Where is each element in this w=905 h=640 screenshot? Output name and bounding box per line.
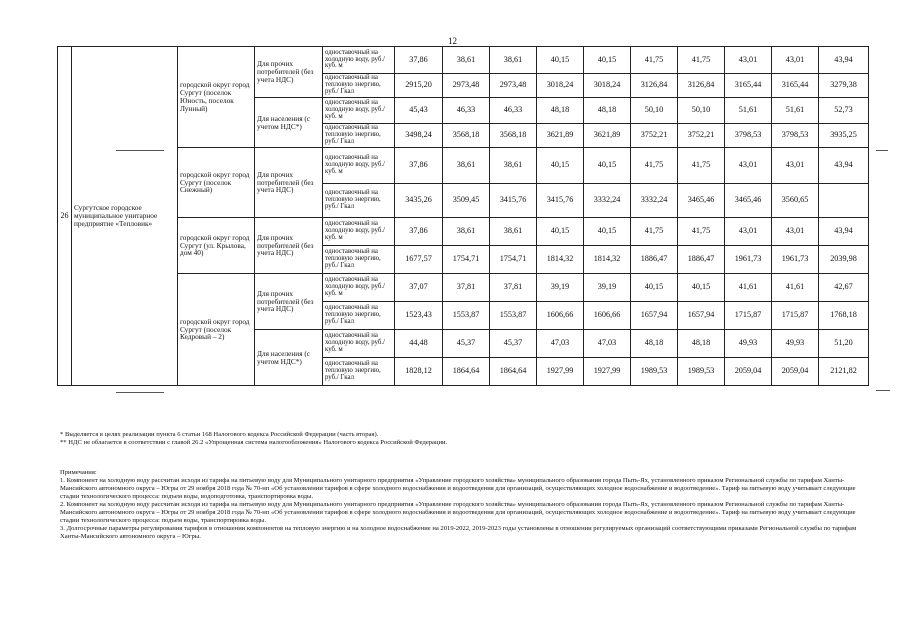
tariff-value-cell: 38,61 (490, 148, 537, 184)
tariff-value-cell: 38,61 (490, 47, 537, 74)
tariff-value-cell: 1768,18 (819, 302, 869, 330)
tariff-value-cell: 41,75 (631, 47, 678, 74)
tariff-value-cell: 43,01 (772, 148, 819, 184)
footnote-vat-exempt: ** НДС не облагается в соответствии с главой 26.2 «Упрощенная система налогообложения» Налогового кодекса Российской Федерации. (60, 439, 448, 447)
tariff-value-cell: 3752,21 (631, 124, 678, 148)
tariff-value-cell: 3126,84 (678, 74, 725, 98)
tariff-value-cell: 3568,18 (490, 124, 537, 148)
tariff-value-cell: 1657,94 (678, 302, 725, 330)
tariff-value-cell: 38,61 (443, 218, 490, 246)
tariff-value-cell: 48,18 (631, 330, 678, 358)
tariff-component-cell: одноставочный на тепловую энергию, руб./ Гкал (323, 358, 395, 386)
tariff-value-cell: 38,61 (443, 47, 490, 74)
tariff-row (58, 148, 869, 184)
tariff-value-cell: 40,15 (537, 47, 584, 74)
tariff-value-cell: 3018,24 (537, 74, 584, 98)
tariff-value-cell: 3332,24 (584, 184, 631, 218)
location-cell: городской округ город Сургут (ул. Крылова, дом 40) (178, 218, 255, 274)
tariff-value-cell: 50,10 (631, 98, 678, 124)
notes-title: Примечания: (60, 469, 97, 476)
consumer-group-cell: Для прочих потребителей (без учета НДС) (255, 218, 323, 274)
organization-name: Сургутское городское муниципальное унитарное предприятие «Тепловик» (72, 47, 178, 386)
consumer-group-cell: Для прочих потребителей (без учета НДС) (255, 47, 323, 98)
tariff-value-cell: 1886,47 (678, 246, 725, 274)
tariff-value-cell: 3621,89 (584, 124, 631, 148)
tariff-value-cell: 38,61 (490, 218, 537, 246)
tariff-component-cell: одноставочный на холодную воду, руб./куб. м (323, 330, 395, 358)
tariff-value-cell: 45,37 (443, 330, 490, 358)
tariff-value-cell: 1927,99 (537, 358, 584, 386)
tariff-value-cell: 47,03 (584, 330, 631, 358)
row-index: 26 (58, 47, 72, 386)
tariff-value-cell: 43,01 (725, 218, 772, 246)
tariff-value-cell: 3498,24 (395, 124, 443, 148)
tariff-value-cell: 3935,25 (819, 124, 869, 148)
tariff-value-cell: 43,01 (772, 47, 819, 74)
tariff-value-cell: 40,15 (537, 148, 584, 184)
location-cell: городской округ город Сургут (поселок Снежный) (178, 148, 255, 218)
tariff-value-cell: 3621,89 (537, 124, 584, 148)
scan-mark (876, 150, 888, 151)
tariff-value-cell: 1754,71 (490, 246, 537, 274)
scan-mark (116, 150, 164, 151)
tariff-value-cell: 1553,87 (443, 302, 490, 330)
tariff-value-cell: 3798,53 (725, 124, 772, 148)
tariff-value-cell: 37,86 (395, 218, 443, 246)
tariff-value-cell: 3415,76 (537, 184, 584, 218)
note-item: 3. Долгосрочные параметры регулирования тарифов в отношении компонентов на тепловую энергию и на холодное водоснабжение на 2019-2022, 2019-2023 годы установлены в отношении регулируемых организаций соответствующими приказами Региональной службы по тарифам Ханты-Мансийского автономного округа – Югры. (60, 525, 857, 541)
note-item: 2. Компонент на холодную воду рассчитан исходя из тарифа на питьевую воду для Муниципального унитарного предприятия «Управление городского хозяйства» муниципального образования города Пыть-Ях, установленного приказом Региональной службы по тарифам Ханты-Мансийского автономного округа – Югры от 29 ноября 2018 года № 70-нп «Об установлении тарифов в сфере холодного водоснабжения и водоотведения для организаций, осуществляющих холодное водоснабжение и водоотведение». Тариф на питьевую воду учитывает следующие стадии технологического процесса: подъем воды, транспортировка воды. (60, 501, 856, 525)
tariff-value-cell: 47,03 (537, 330, 584, 358)
tariff-value-cell: 50,10 (678, 98, 725, 124)
tariff-value-cell: 3415,76 (490, 184, 537, 218)
tariff-value-cell: 3560,65 (772, 184, 819, 218)
tariff-value-cell: 48,18 (584, 98, 631, 124)
tariff-value-cell: 43,94 (819, 148, 869, 184)
tariff-value-cell: 37,81 (490, 274, 537, 302)
tariff-value-cell: 1864,64 (490, 358, 537, 386)
tariff-value-cell: 39,19 (537, 274, 584, 302)
tariff-value-cell: 3018,24 (584, 74, 631, 98)
tariff-value-cell: 51,61 (772, 98, 819, 124)
consumer-group-cell: Для населения (с учетом НДС*) (255, 98, 323, 148)
page-number: 12 (448, 36, 457, 46)
tariff-value-cell: 46,33 (490, 98, 537, 124)
tariff-component-cell: одноставочный на холодную воду, руб./куб. м (323, 218, 395, 246)
consumer-group-cell: Для населения (с учетом НДС*) (255, 330, 323, 386)
tariff-value-cell: 3509,45 (443, 184, 490, 218)
tariff-value-cell: 3165,44 (772, 74, 819, 98)
tariff-value-cell: 40,15 (584, 148, 631, 184)
tariff-value-cell: 52,73 (819, 98, 869, 124)
tariff-value-cell: 2973,48 (490, 74, 537, 98)
tariff-value-cell: 3568,18 (443, 124, 490, 148)
tariff-value-cell: 3126,84 (631, 74, 678, 98)
tariff-value-cell: 42,67 (819, 274, 869, 302)
scan-mark (116, 392, 164, 393)
tariff-value-cell: 1657,94 (631, 302, 678, 330)
tariff-value-cell: 1927,99 (584, 358, 631, 386)
tariff-value-cell: 1606,66 (537, 302, 584, 330)
tariff-value-cell: 1886,47 (631, 246, 678, 274)
tariff-value-cell: 2915,20 (395, 74, 443, 98)
tariff-value-cell: 1814,32 (537, 246, 584, 274)
tariff-value-cell: 3332,24 (631, 184, 678, 218)
tariff-value-cell: 40,15 (631, 274, 678, 302)
tariff-value-cell: 1864,64 (443, 358, 490, 386)
tariff-value-cell: 2059,04 (772, 358, 819, 386)
notes-section (60, 469, 870, 541)
tariff-component-cell: одноставочный на холодную воду, руб./куб. м (323, 47, 395, 74)
tariff-value-cell: 3279,38 (819, 74, 869, 98)
tariff-value-cell: 3165,44 (725, 74, 772, 98)
tariff-value-cell: 37,81 (443, 274, 490, 302)
tariff-value-cell: 46,33 (443, 98, 490, 124)
tariff-value-cell: 3465,46 (678, 184, 725, 218)
tariff-value-cell: 43,94 (819, 47, 869, 74)
tariff-value-cell: 49,93 (772, 330, 819, 358)
tariff-component-cell: одноставочный на тепловую энергию, руб./ Гкал (323, 74, 395, 98)
tariff-value-cell: 40,15 (584, 218, 631, 246)
tariff-component-cell: одноставочный на холодную воду, руб./куб. м (323, 98, 395, 124)
tariff-value-cell: 2059,04 (725, 358, 772, 386)
tariff-table (57, 46, 869, 386)
tariff-value-cell: 3798,53 (772, 124, 819, 148)
tariff-value-cell: 1715,87 (725, 302, 772, 330)
tariff-value-cell: 48,18 (537, 98, 584, 124)
consumer-group-cell: Для прочих потребителей (без учета НДС) (255, 148, 323, 218)
tariff-row (58, 274, 869, 302)
tariff-value-cell: 37,86 (395, 148, 443, 184)
tariff-value-cell: 40,15 (537, 218, 584, 246)
tariff-value-cell: 3752,21 (678, 124, 725, 148)
tariff-value-cell: 1715,87 (772, 302, 819, 330)
tariff-component-cell: одноставочный на тепловую энергию, руб./ Гкал (323, 124, 395, 148)
consumer-group-cell: Для прочих потребителей (без учета НДС) (255, 274, 323, 330)
tariff-value-cell: 1553,87 (490, 302, 537, 330)
tariff-value-cell: 43,94 (819, 218, 869, 246)
footnotes (60, 431, 870, 447)
scan-mark (876, 390, 890, 391)
tariff-value-cell: 40,15 (584, 47, 631, 74)
tariff-value-cell: 41,75 (631, 148, 678, 184)
tariff-value-cell: 43,01 (725, 47, 772, 74)
footnote-vat-allocated: * Выделяется в целях реализации пункта 6 статьи 168 Налогового кодекса Российской Федерации (часть вторая). (60, 431, 379, 438)
tariff-value-cell: 3435,26 (395, 184, 443, 218)
tariff-value-cell: 39,19 (584, 274, 631, 302)
tariff-value-cell: 51,61 (725, 98, 772, 124)
tariff-value-cell: 2973,48 (443, 74, 490, 98)
tariff-value-cell: 37,86 (395, 47, 443, 74)
tariff-value-cell: 41,75 (678, 47, 725, 74)
tariff-value-cell: 37,07 (395, 274, 443, 302)
tariff-value-cell: 51,20 (819, 330, 869, 358)
tariff-value-cell: 3465,46 (725, 184, 772, 218)
tariff-value-cell: 43,01 (772, 218, 819, 246)
tariff-value-cell: 1754,71 (443, 246, 490, 274)
tariff-value-cell (819, 184, 869, 218)
tariff-value-cell: 1989,53 (678, 358, 725, 386)
tariff-row (58, 218, 869, 246)
tariff-component-cell: одноставочный на тепловую энергию, руб./ Гкал (323, 184, 395, 218)
tariff-value-cell: 2039,98 (819, 246, 869, 274)
tariff-value-cell: 1523,43 (395, 302, 443, 330)
tariff-component-cell: одноставочный на холодную воду, руб./куб. м (323, 148, 395, 184)
tariff-component-cell: одноставочный на тепловую энергию, руб./ Гкал (323, 246, 395, 274)
tariff-value-cell: 1989,53 (631, 358, 678, 386)
tariff-value-cell: 40,15 (678, 274, 725, 302)
tariff-value-cell: 1606,66 (584, 302, 631, 330)
tariff-value-cell: 49,93 (725, 330, 772, 358)
location-cell: городской округ город Сургут (поселок Кедровый – 2) (178, 274, 255, 386)
tariff-value-cell: 1814,32 (584, 246, 631, 274)
tariff-component-cell: одноставочный на тепловую энергию, руб./ Гкал (323, 302, 395, 330)
tariff-value-cell: 41,75 (678, 218, 725, 246)
note-item: 1. Компонент на холодную воду рассчитан исходя из тарифа на питьевую воду для Муниципального унитарного предприятия «Управление городского хозяйства» муниципального образования города Пыть-Ях, установленного приказом Региональной службы по тарифам Ханты-Мансийского автономного округа – Югры от 29 ноября 2018 года № 70-нп «Об установлении тарифов в сфере холодного водоснабжения и водоотведения для организаций, осуществляющих холодное водоснабжение и водоотведение». Тариф на питьевую воду учитывает следующие стадии технологического процесса: подъем воды, водоподготовка, транспортировка воды. (60, 477, 856, 501)
tariff-value-cell: 1677,57 (395, 246, 443, 274)
tariff-component-cell: одноставочный на холодную воду, руб./куб. м (323, 274, 395, 302)
tariff-value-cell: 2121,82 (819, 358, 869, 386)
location-cell: городской округ город Сургут (поселок Юность, поселок Лунный) (178, 47, 255, 148)
tariff-value-cell: 38,61 (443, 148, 490, 184)
tariff-value-cell: 44,48 (395, 330, 443, 358)
tariff-value-cell: 1961,73 (725, 246, 772, 274)
tariff-value-cell: 48,18 (678, 330, 725, 358)
tariff-value-cell: 41,61 (725, 274, 772, 302)
tariff-value-cell: 45,37 (490, 330, 537, 358)
tariff-value-cell: 41,61 (772, 274, 819, 302)
tariff-row (58, 47, 869, 74)
tariff-value-cell: 43,01 (725, 148, 772, 184)
tariff-value-cell: 1828,12 (395, 358, 443, 386)
tariff-value-cell: 1961,73 (772, 246, 819, 274)
tariff-value-cell: 41,75 (678, 148, 725, 184)
tariff-value-cell: 41,75 (631, 218, 678, 246)
tariff-value-cell: 45,43 (395, 98, 443, 124)
